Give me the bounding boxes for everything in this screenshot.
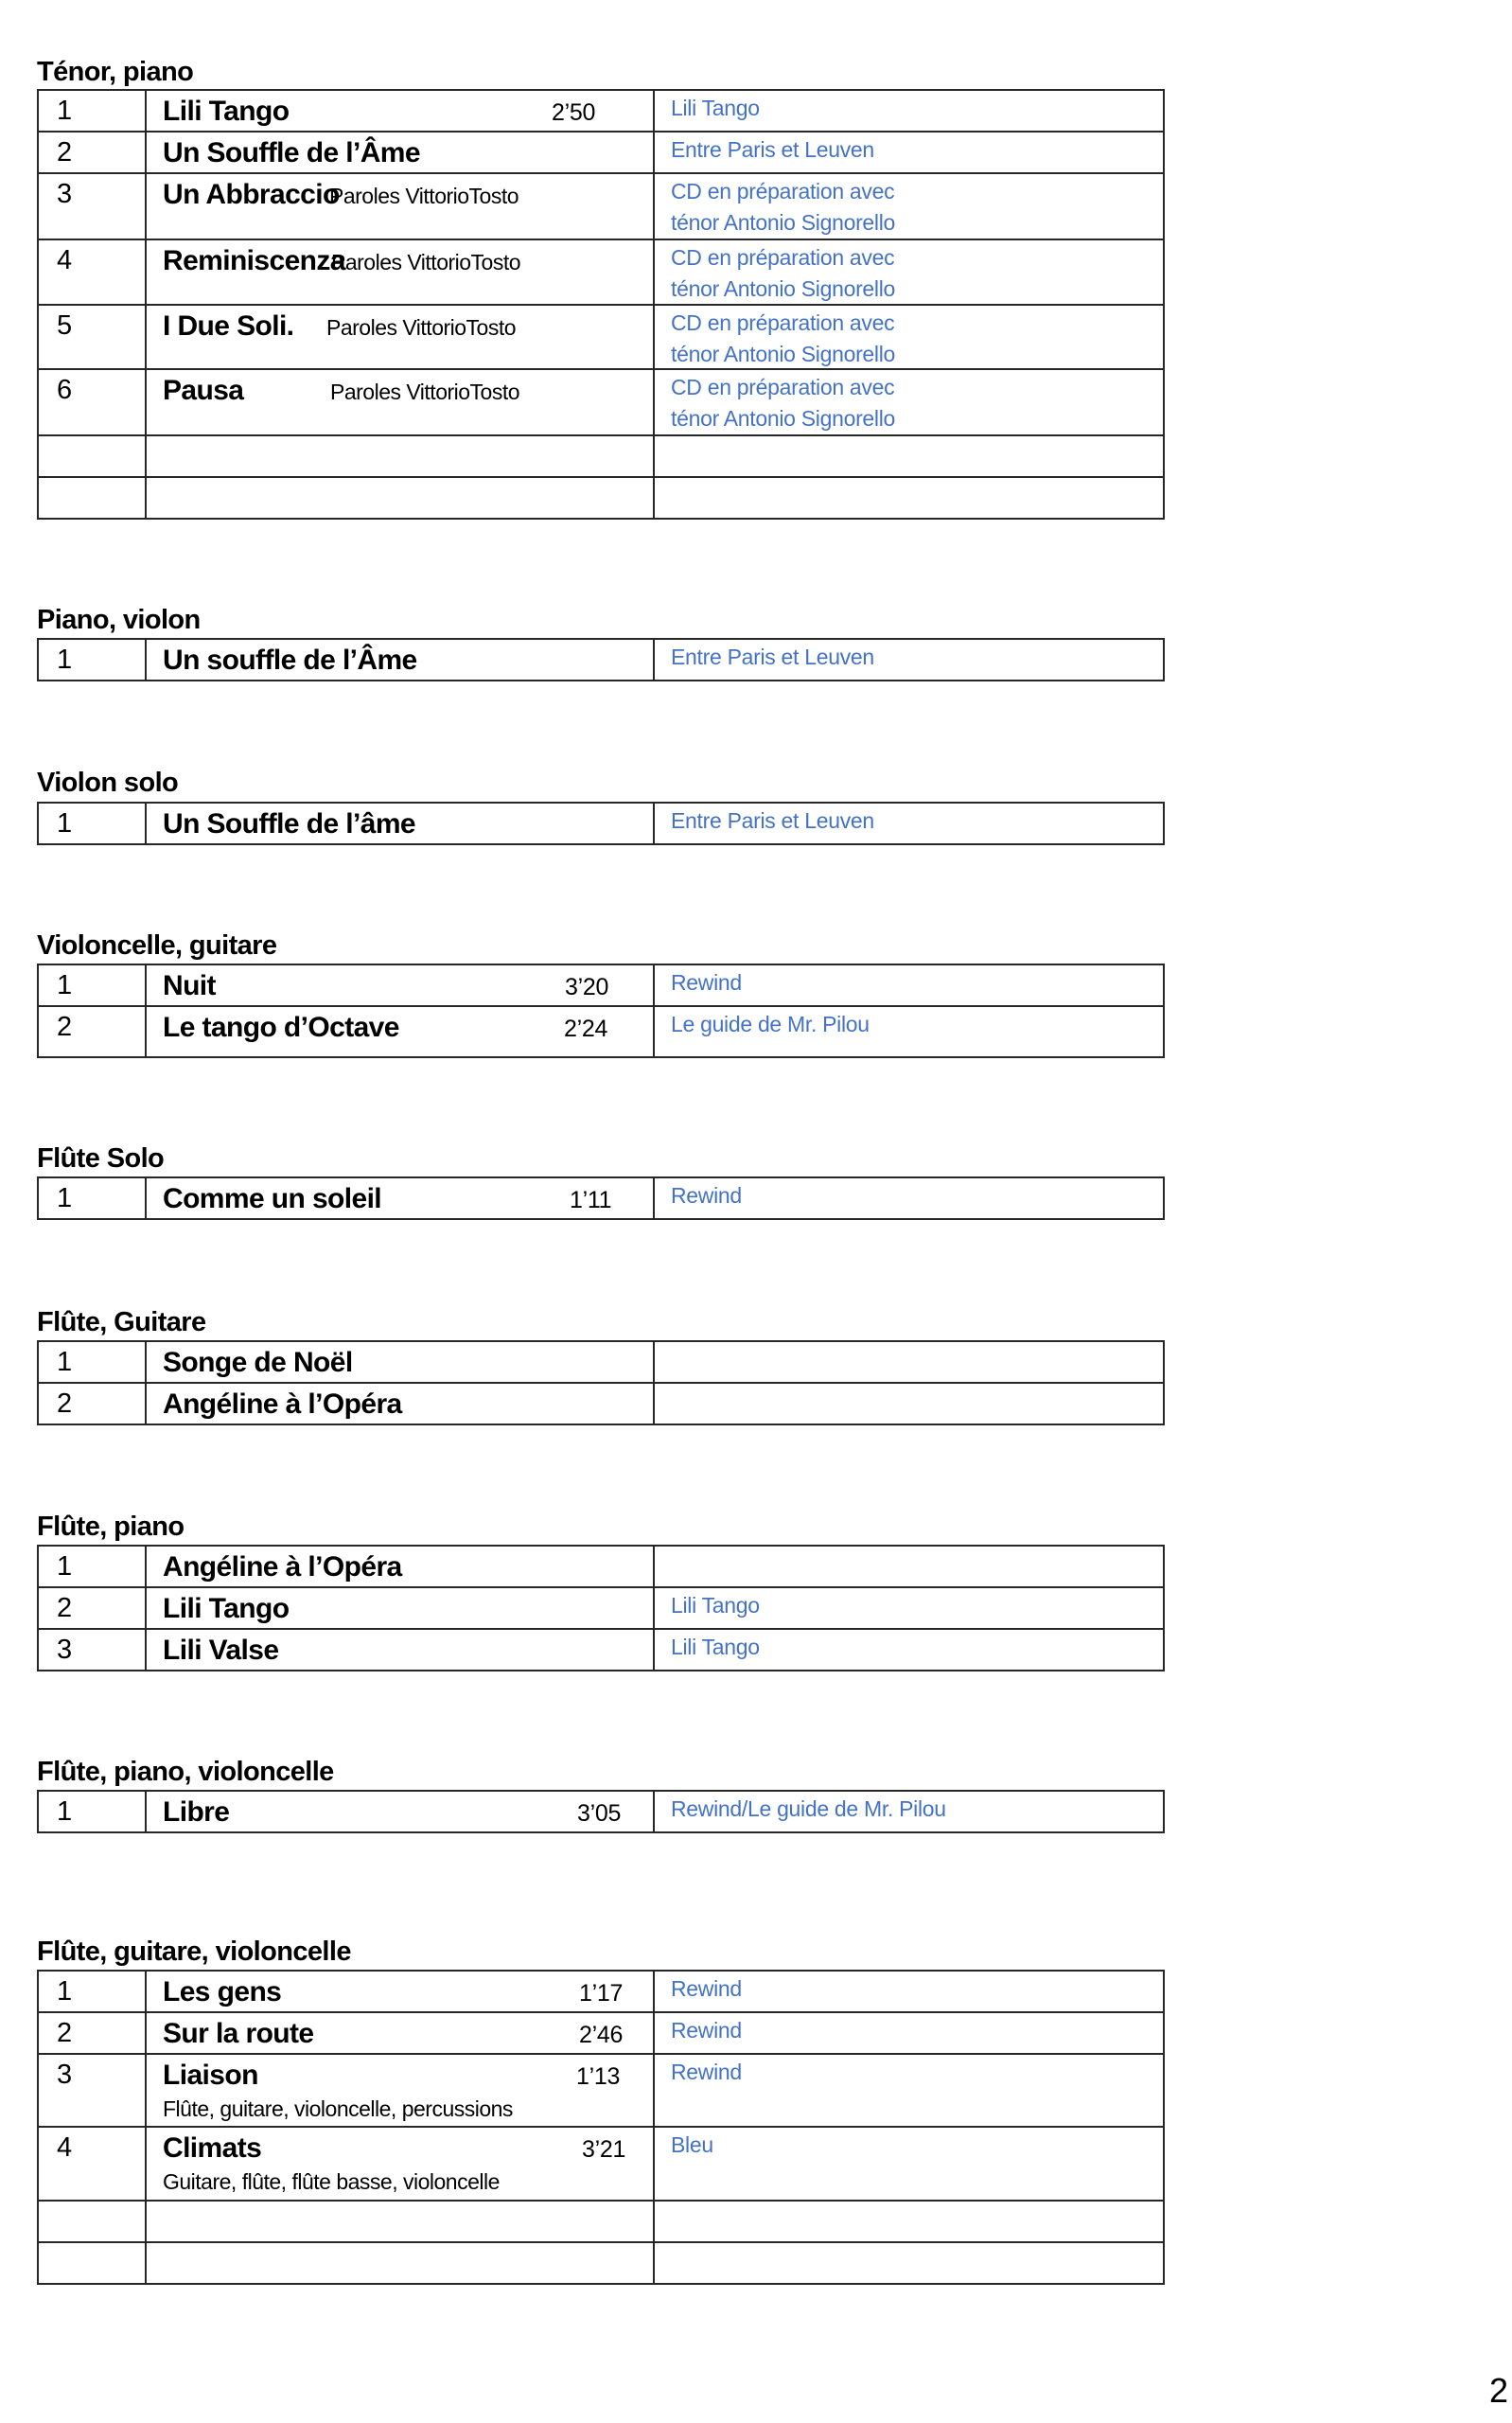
track-number: 2 [57, 1012, 73, 1042]
album-reference-line1: CD en préparation avec [671, 375, 895, 399]
table-row [38, 2127, 1164, 2201]
track-number: 2 [57, 2018, 73, 2048]
track-number: 1 [57, 1796, 73, 1827]
track-instrumentation: Guitare, flûte, flûte basse, violoncelle [163, 2169, 500, 2194]
table-row [38, 803, 1164, 844]
section-heading: Flûte, guitare, violoncelle [37, 1937, 351, 1967]
album-reference: Rewind/Le guide de Mr. Pilou [671, 1796, 946, 1821]
track-table [37, 1176, 1165, 1220]
empty-cell [146, 2201, 654, 2242]
track-title: Liaison [163, 2060, 258, 2091]
empty-cell [654, 477, 1164, 519]
track-title: Un Abbraccio [163, 179, 340, 210]
table-row-empty [38, 2242, 1164, 2284]
album-reference-line1: CD en préparation avec [671, 310, 895, 335]
track-number: 3 [57, 2060, 73, 2090]
track-number: 1 [57, 1551, 73, 1582]
track-duration: 3’20 [565, 974, 609, 1000]
section-heading: Piano, violon [37, 605, 201, 635]
table-row [38, 1971, 1164, 2012]
track-title: Les gens [163, 1976, 282, 2007]
track-table [37, 1545, 1165, 1671]
track-title: Sur la route [163, 2018, 314, 2049]
track-table [37, 802, 1165, 845]
table-row [38, 90, 1164, 132]
track-title: Lili Valse [163, 1635, 279, 1666]
table-row [38, 964, 1164, 1006]
page-number: 2 [1489, 2371, 1509, 2410]
table-row [38, 239, 1164, 305]
track-duration: 2’24 [564, 1016, 608, 1042]
track-title: Pausa [163, 375, 244, 406]
empty-cell [38, 435, 146, 477]
track-title: I Due Soli. [163, 310, 294, 342]
track-title: Nuit [163, 970, 216, 1001]
track-duration: 1’17 [579, 1980, 624, 2007]
section-heading: Flûte Solo [37, 1143, 165, 1174]
track-title: Lili Tango [163, 96, 290, 127]
track-table [37, 89, 1165, 520]
album-reference: Lili Tango [671, 1635, 760, 1659]
track-number: 4 [57, 245, 73, 275]
track-number: 1 [57, 808, 73, 839]
track-number: 4 [57, 2132, 73, 2163]
album-reference [671, 242, 895, 305]
track-number: 1 [57, 970, 73, 1000]
table-row [38, 2054, 1164, 2127]
track-table [37, 1340, 1165, 1425]
table-row [38, 1587, 1164, 1629]
table-row [38, 1006, 1164, 1057]
section-heading: Ténor, piano [37, 57, 194, 87]
track-title: Un Souffle de l’Âme [163, 137, 420, 168]
track-title: Reminiscenza [163, 245, 345, 276]
section-heading: Flûte, piano, violoncelle [37, 1757, 334, 1787]
album-reference [671, 372, 895, 434]
track-duration: 3’21 [582, 2136, 626, 2163]
track-title: Angéline à l’Opéra [163, 1388, 402, 1420]
album-reference-line1: CD en préparation avec [671, 179, 895, 203]
album-reference: Rewind [671, 1976, 742, 2001]
album-reference: Rewind [671, 2018, 742, 2043]
track-table [37, 638, 1165, 681]
table-row [38, 1791, 1164, 1832]
empty-cell [38, 2242, 146, 2284]
album-reference: Lili Tango [671, 1593, 760, 1618]
empty-cell [38, 477, 146, 519]
album-reference-line2: ténor Antonio Signorello [671, 210, 896, 235]
section-heading: Violoncelle, guitare [37, 930, 277, 961]
table-row [38, 369, 1164, 435]
empty-cell [146, 435, 654, 477]
track-title: Un souffle de l’Âme [163, 645, 417, 676]
track-number: 5 [57, 310, 73, 341]
album-reference: Entre Paris et Leuven [671, 808, 874, 833]
lyrics-credit: Paroles VittorioTosto [329, 184, 519, 208]
album-reference: Rewind [671, 1183, 742, 1208]
section-heading: Flûte, Guitare [37, 1307, 206, 1337]
track-title: Angéline à l’Opéra [163, 1551, 402, 1583]
track-duration: 1’13 [576, 2063, 621, 2090]
track-title: Lili Tango [163, 1593, 290, 1624]
lyrics-credit: Paroles VittorioTosto [326, 315, 517, 340]
empty-cell [146, 2242, 654, 2284]
track-number: 6 [57, 375, 73, 405]
album-reference-line2: ténor Antonio Signorello [671, 276, 896, 301]
album-reference: Entre Paris et Leuven [671, 137, 874, 162]
track-number: 2 [57, 137, 73, 168]
table-row [38, 1629, 1164, 1671]
track-title: Libre [163, 1796, 230, 1828]
album-reference: Entre Paris et Leuven [671, 645, 874, 669]
track-table [37, 964, 1165, 1058]
track-title: Climats [163, 2132, 262, 2164]
table-row [38, 639, 1164, 681]
track-title: Songe de Noël [163, 1347, 353, 1378]
empty-cell [654, 1383, 1164, 1424]
album-reference: Bleu [671, 2132, 713, 2157]
table-row-empty [38, 435, 1164, 477]
album-reference: Lili Tango [671, 96, 760, 120]
lyrics-credit: Paroles VittorioTosto [330, 380, 520, 404]
section-heading: Flûte, piano [37, 1512, 185, 1542]
track-number: 3 [57, 1635, 73, 1665]
track-number: 1 [57, 1976, 73, 2007]
album-reference-line2: ténor Antonio Signorello [671, 342, 896, 366]
track-duration: 2’46 [579, 2022, 624, 2048]
empty-cell [146, 477, 654, 519]
table-row-empty [38, 477, 1164, 519]
empty-cell [654, 1341, 1164, 1383]
empty-cell [654, 2201, 1164, 2242]
track-number: 2 [57, 1593, 73, 1623]
table-row [38, 1546, 1164, 1587]
track-number: 1 [57, 1347, 73, 1377]
lyrics-credit: Paroles VittorioTosto [331, 250, 521, 274]
track-number: 2 [57, 1388, 73, 1419]
table-row [38, 1383, 1164, 1424]
track-table [37, 1790, 1165, 1833]
track-instrumentation: Flûte, guitare, violoncelle, percussions [163, 2096, 513, 2121]
track-number: 1 [57, 96, 73, 126]
empty-cell [654, 2242, 1164, 2284]
section-heading: Violon solo [37, 768, 179, 798]
album-reference-line1: CD en préparation avec [671, 245, 895, 270]
track-duration: 2’50 [552, 99, 596, 126]
track-table [37, 1970, 1165, 2285]
table-row-empty [38, 2201, 1164, 2242]
track-number: 3 [57, 179, 73, 209]
table-row [38, 132, 1164, 173]
album-reference: Le guide de Mr. Pilou [671, 1012, 870, 1036]
album-reference: Rewind [671, 970, 742, 995]
album-reference [671, 308, 895, 370]
track-number: 1 [57, 1183, 73, 1213]
table-row [38, 173, 1164, 239]
album-reference [671, 176, 895, 239]
album-reference-line2: ténor Antonio Signorello [671, 406, 896, 431]
table-row [38, 2012, 1164, 2054]
album-reference: Rewind [671, 2060, 742, 2084]
empty-cell [654, 1546, 1164, 1587]
table-row [38, 1341, 1164, 1383]
empty-cell [38, 2201, 146, 2242]
empty-cell [654, 435, 1164, 477]
table-row [38, 305, 1164, 369]
track-title: Le tango d’Octave [163, 1012, 399, 1043]
table-row [38, 1177, 1164, 1219]
track-duration: 1’11 [570, 1187, 612, 1213]
track-number: 1 [57, 645, 73, 675]
track-title: Un Souffle de l’âme [163, 808, 415, 840]
track-title: Comme un soleil [163, 1183, 382, 1214]
track-duration: 3’05 [577, 1800, 622, 1827]
